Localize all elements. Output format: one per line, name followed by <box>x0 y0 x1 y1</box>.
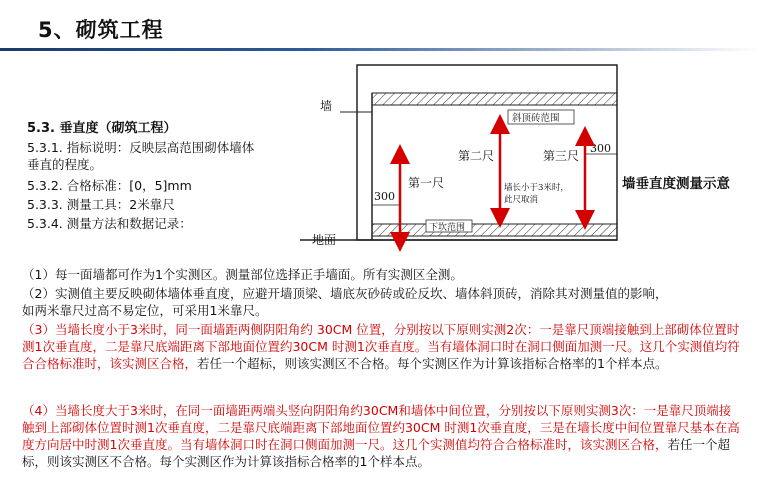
wall-verticality-diagram <box>300 60 620 260</box>
spec-heading: 5.3. 垂直度（砌筑工程） <box>27 121 177 136</box>
floor-label: 地面 <box>312 233 337 247</box>
paragraph-3 <box>22 321 742 372</box>
ruler-2-label: 第二尺 <box>458 149 495 163</box>
ruler-1-label: 第一尺 <box>408 176 445 190</box>
bottom-kerb-band <box>372 224 617 236</box>
dim-right-300: 300 <box>590 142 611 155</box>
top-range-label: 斜顶砖范围 <box>512 113 560 124</box>
note-line-2: 此尺取消 <box>504 195 539 205</box>
paragraph-3-red: （3）当墙长度小于3米时，同一面墙距两侧阴阳角约 30CM 位置，分别按以下原则实测2次：一是靠尺顶端接触到上部砌体位置时测1次垂直度，二是靠尺底端距离下部地面位置约30CM 时测1次垂直度。当有墙体洞口时在洞口侧面加测一尺。这几个实测值均符合合格标准时，该实测区合格， <box>22 322 740 371</box>
top-brick-band <box>372 93 617 105</box>
title-underline <box>0 48 760 51</box>
page-title: 5、砌筑工程 <box>38 18 164 42</box>
spec-line-3: 5.3.2. 合格标准：[0，5]mm <box>27 178 192 193</box>
paragraph-4-red: （4）当墙长度大于3米时，在同一面墙距两端头竖向阴阳角约30CM和墙体中间位置，分别按以下原则实测3次：一是靠尺顶端接触到上部砌体位置时测1次垂直度，二是靠尺底端距离下部地面位置约30CM 时测1次垂直度，三是在墙长度中间位置靠尺基本在高度方向居中时测1次垂直度。当有墙体洞口时在洞口侧面加测一尺。这几个实测值均符合合格标准时，该实测区合格， <box>22 403 740 452</box>
bottom-range-label: 下坎范围 <box>429 223 466 233</box>
diagram-caption: 墙垂直度测量示意 <box>622 176 730 192</box>
spec-line-4: 5.3.3. 测量工具：2米靠尺 <box>27 197 175 212</box>
paragraph-3-black: 若任一个超标，则该实测区不合格。每个实测区作为计算该指标合格率的1个样本点。 <box>197 356 668 371</box>
spec-line-2: 垂直的程度。 <box>27 157 103 172</box>
paragraph-1: （1）每一面墙都可作为1个实测区。测量部位选择正手墙面。所有实测区全测。 <box>22 267 463 282</box>
paragraph-2a: （2）实测值主要反映砌体墙体垂直度，应避开墙顶梁、墙底灰砂砖或砼反坎、墙体斜顶砖，消除其对测量值的影响， <box>22 286 668 301</box>
note-line-1: 墙长小于3米时， <box>504 183 569 193</box>
paragraph-4 <box>22 402 742 470</box>
ruler-3-label: 第三尺 <box>543 149 580 163</box>
spec-line-1: 5.3.1. 指标说明：反映层高范围砌体墙体 <box>27 140 255 155</box>
dim-left-300: 300 <box>374 190 395 203</box>
paragraph-4-black: 若任一个超标，则该实测区不合格。每个实测区作为计算该指标合格率的1个样本点。 <box>22 437 730 469</box>
paragraph-2b: 如两米靠尺过高不易定位，可采用1米靠尺。 <box>22 303 268 318</box>
spec-line-5: 5.3.4. 测量方法和数据记录： <box>27 216 192 231</box>
wall-label: 墙 <box>320 99 333 113</box>
